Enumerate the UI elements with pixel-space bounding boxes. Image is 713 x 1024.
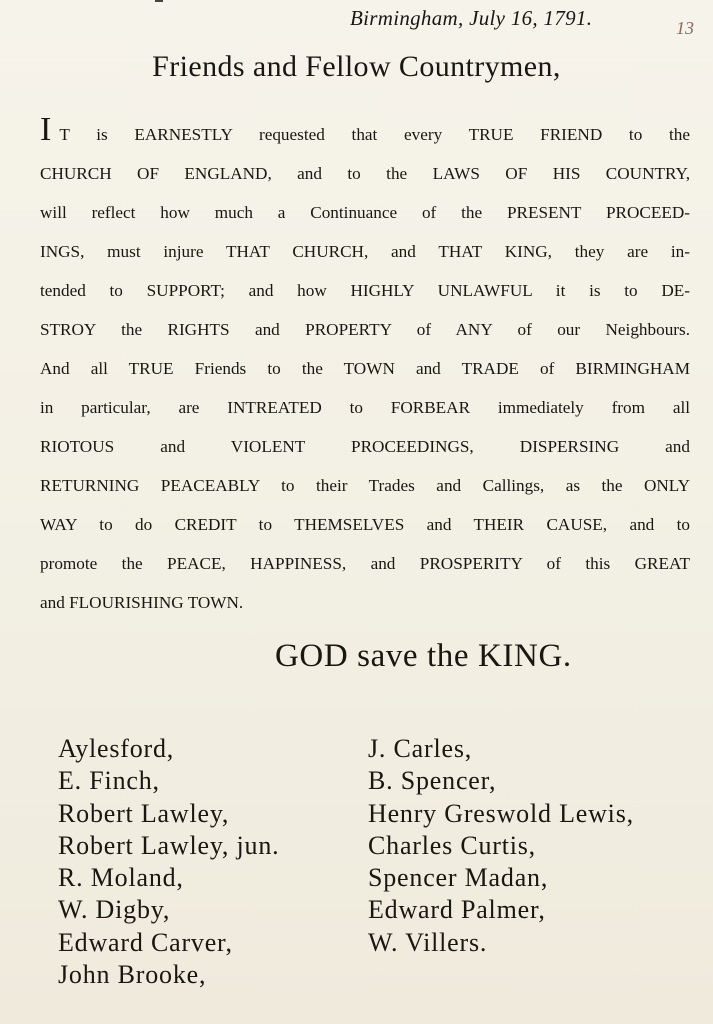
signatory: J. Carles,	[368, 734, 473, 763]
body-line: WAY to do CREDIT to THEMSELVES and THEIR CAUSE, and to	[40, 515, 690, 534]
body-line: promote the PEACE, HAPPINESS, and PROSPERITY of this GREAT	[40, 554, 690, 573]
print-mark	[155, 0, 163, 2]
dateline: Birmingham, July 16, 1791.	[350, 6, 593, 30]
signatory: Robert Lawley, jun.	[58, 830, 280, 860]
drop-cap: I	[40, 111, 52, 148]
body-line: INGS, must injure THAT CHURCH, and THAT KING, they are in-	[40, 242, 690, 261]
body-line: And all TRUE Friends to the TOWN and TRADE of BIRMINGHAM	[40, 359, 690, 378]
signatory: Edward Carver,	[58, 927, 233, 957]
signatories-left-column	[58, 733, 279, 991]
signatory: B. Spencer,	[368, 766, 497, 796]
signatories-right-column	[368, 733, 634, 959]
body-line: and FLOURISHING TOWN.	[40, 593, 244, 612]
signatory: John Brooke,	[58, 960, 207, 990]
signatory: W. Digby,	[58, 895, 171, 925]
headline: Friends and Fellow Countrymen,	[152, 50, 561, 83]
body-line: CHURCH OF ENGLAND, and to the LAWS OF HIS COUNTRY,	[40, 164, 690, 183]
handwritten-page-number: 13	[676, 18, 694, 38]
body-line: RIOTOUS and VIOLENT PROCEEDINGS, DISPERSING and	[40, 437, 690, 456]
body-line: STROY the RIGHTS and PROPERTY of ANY of our Neighbours.	[40, 320, 690, 339]
body-line-text: T is EARNESTLY requested that every TRUE FRIEND to the	[59, 125, 690, 144]
body-line: in particular, are INTREATED to FORBEAR immediately from all	[40, 398, 690, 417]
signatory: Spencer Madan,	[368, 863, 549, 893]
signatory: Edward Palmer,	[368, 895, 546, 925]
signatory: W. Villers.	[368, 927, 488, 957]
body-line: will reflect how much a Continuance of the PRESENT PROCEED-	[40, 203, 690, 222]
body-line: RETURNING PEACEABLY to their Trades and Callings, as the ONLY	[40, 476, 690, 495]
signatory: E. Finch,	[58, 766, 160, 796]
closing-line: GOD save the KING.	[275, 638, 572, 674]
proclamation-body	[40, 111, 690, 622]
signatory: Aylesford,	[58, 734, 175, 763]
body-line: tended to SUPPORT; and how HIGHLY UNLAWFUL it is to DE-	[40, 281, 690, 300]
signatory: Robert Lawley,	[58, 798, 230, 828]
signatory: R. Moland,	[58, 863, 184, 893]
signatory: Charles Curtis,	[368, 830, 536, 860]
body-line-1	[40, 111, 690, 154]
signatory: Henry Greswold Lewis,	[368, 798, 634, 828]
